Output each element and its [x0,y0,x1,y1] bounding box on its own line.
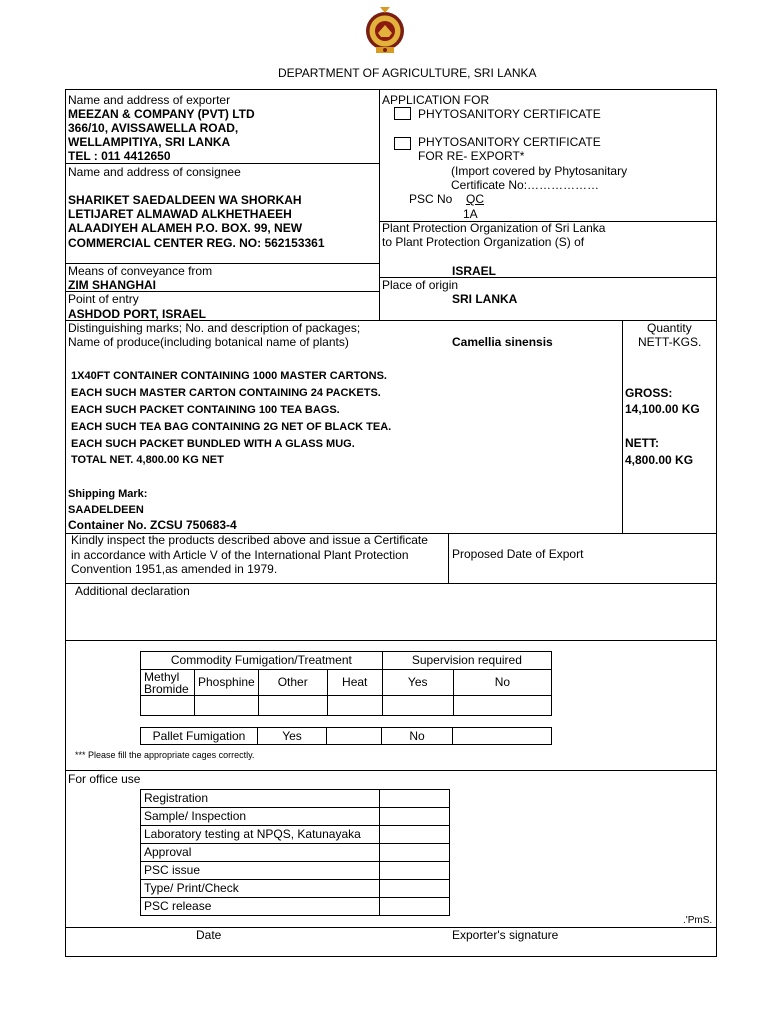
description-line: 1X40FT CONTAINER CONTAINING 1000 MASTER CARTONS. [71,370,387,382]
office-item: PSC issue [141,862,380,880]
phosphine-entry[interactable] [195,696,259,716]
import-note: (Import covered by Phytosanitary [451,164,628,178]
psc-code: QC [466,192,484,206]
pallet-yes-entry[interactable] [327,728,382,745]
re-export-option: PHYTOSANITORY CERTIFICATE [418,135,601,149]
consignee-line: COMMERCIAL CENTER REG. NO: 562153361 [68,236,325,250]
entry-value: ASHDOD PORT, ISRAEL [68,307,207,321]
other-entry[interactable] [258,696,327,716]
destination-country: ISRAEL [452,264,497,278]
fumigation-header: Commodity Fumigation/Treatment [141,652,383,670]
office-entry[interactable] [380,790,450,808]
pallet-no-entry[interactable] [453,728,552,745]
office-entry[interactable] [380,898,450,916]
shipping-mark-label: Shipping Mark: [68,488,148,500]
produce-label: Distinguishing marks; No. and description of packages; [68,321,361,335]
quantity-unit: NETT-KGS. [638,335,702,349]
ppo-line1: Plant Protection Organization of Sri Lanka [382,221,606,235]
department-title: DEPARTMENT OF AGRICULTURE, SRI LANKA [278,66,537,80]
description-line: EACH SUCH PACKET CONTAINING 100 TEA BAGS. [71,404,340,416]
additional-declaration-label: Additional declaration [75,584,190,598]
produce-label-line2: Name of produce(including botanical name of plants) [68,335,349,349]
heat-entry[interactable] [327,696,382,716]
psc-sub: 1A [463,207,478,221]
date-label: Date [196,928,222,942]
request-text-line3: Convention 1951,as amended in 1979. [71,562,278,576]
phytosanitory-checkbox[interactable] [394,107,411,120]
pallet-fumigation-table [140,727,552,745]
gross-label: GROSS: [625,386,673,400]
office-use-table [140,789,450,916]
form-code: .'PmS. [683,915,713,926]
nett-label: NETT: [625,436,659,450]
exporter-line: TEL : 011 4412650 [68,149,171,163]
entry-label: Point of entry [68,292,139,306]
quantity-label: Quantity [647,321,692,335]
exporter-signature-label: Exporter's signature [452,928,559,942]
other-label: Other [258,670,327,696]
origin-label: Place of origin [382,278,459,292]
office-item: Approval [141,844,380,862]
consignee-label: Name and address of consignee [68,165,241,179]
phytosanitory-option: PHYTOSANITORY CERTIFICATE [418,107,601,121]
container-number: Container No. ZCSU 750683-4 [68,518,237,532]
bromide-label: Bromide [144,681,189,696]
office-item: Laboratory testing at NPQS, Katunayaka [141,826,380,844]
sri-lanka-emblem [364,3,406,59]
gross-value: 14,100.00 KG [625,402,700,416]
shipping-mark: SAADELDEEN [68,504,144,516]
fill-note: *** Please fill the appropriate cages correctly. [75,750,255,760]
office-entry[interactable] [380,844,450,862]
supervision-yes-label: Yes [382,670,453,696]
request-text-line2: in accordance with Article V of the International Plant Protection [71,548,409,562]
supervision-no-entry[interactable] [453,696,551,716]
methyl-bromide-entry[interactable] [141,696,195,716]
office-item: Sample/ Inspection [141,808,380,826]
supervision-no-label: No [453,670,551,696]
exporter-line: WELLAMPITIYA, SRI LANKA [68,135,231,149]
consignee-line: LETIJARET ALMAWAD ALKHETHAEEH [68,207,292,221]
pallet-yes-label: Yes [258,728,327,745]
nett-value: 4,800.00 KG [625,453,694,467]
office-item: Registration [141,790,380,808]
request-text: Kindly inspect the products described above and issue a Certificate [71,533,428,547]
exporter-label: Name and address of exporter [68,93,231,107]
botanical-name: Camellia sinensis [452,335,553,349]
office-entry[interactable] [380,880,450,898]
supervision-yes-entry[interactable] [382,696,453,716]
conveyance-label: Means of conveyance from [68,264,213,278]
exporter-line: MEEZAN & COMPANY (PVT) LTD [68,107,255,121]
conveyance-value: ZIM SHANGHAI [68,278,156,292]
methyl-bromide-cell [141,670,195,696]
pallet-fumigation-label: Pallet Fumigation [141,728,258,745]
exporter-line: 366/10, AVISSAWELLA ROAD, [68,121,239,135]
origin-value: SRI LANKA [452,292,518,306]
psc-label: PSC No [409,192,453,206]
consignee-line: ALAADIYEH ALAMEH P.O. BOX. 99, NEW [68,221,303,235]
office-entry[interactable] [380,862,450,880]
office-entry[interactable] [380,826,450,844]
re-export-checkbox[interactable] [394,137,411,150]
methyl-label: Methyl [144,669,180,684]
office-use-label: For office use [68,772,141,786]
office-entry[interactable] [380,808,450,826]
fumigation-table [140,651,552,716]
description-line: EACH SUCH MASTER CARTON CONTAINING 24 PACKETS. [71,387,381,399]
certificate-no: Certificate No:……………… [451,178,600,192]
phosphine-label: Phosphine [195,670,259,696]
description-line: TOTAL NET. 4,800.00 KG NET [71,454,224,466]
pallet-no-label: No [382,728,453,745]
application-label: APPLICATION FOR [382,93,490,107]
proposed-date-label: Proposed Date of Export [452,547,584,561]
heat-label: Heat [327,670,382,696]
office-item: Type/ Print/Check [141,880,380,898]
office-item: PSC release [141,898,380,916]
ppo-line2: to Plant Protection Organization (S) of [382,235,585,249]
re-export-option-line2: FOR RE- EXPORT* [418,149,525,163]
description-line: EACH SUCH PACKET BUNDLED WITH A GLASS MUG. [71,438,355,450]
supervision-header: Supervision required [382,652,551,670]
description-line: EACH SUCH TEA BAG CONTAINING 2G NET OF BLACK TEA. [71,421,392,433]
consignee-line: SHARIKET SAEDALDEEN WA SHORKAH [68,193,302,207]
